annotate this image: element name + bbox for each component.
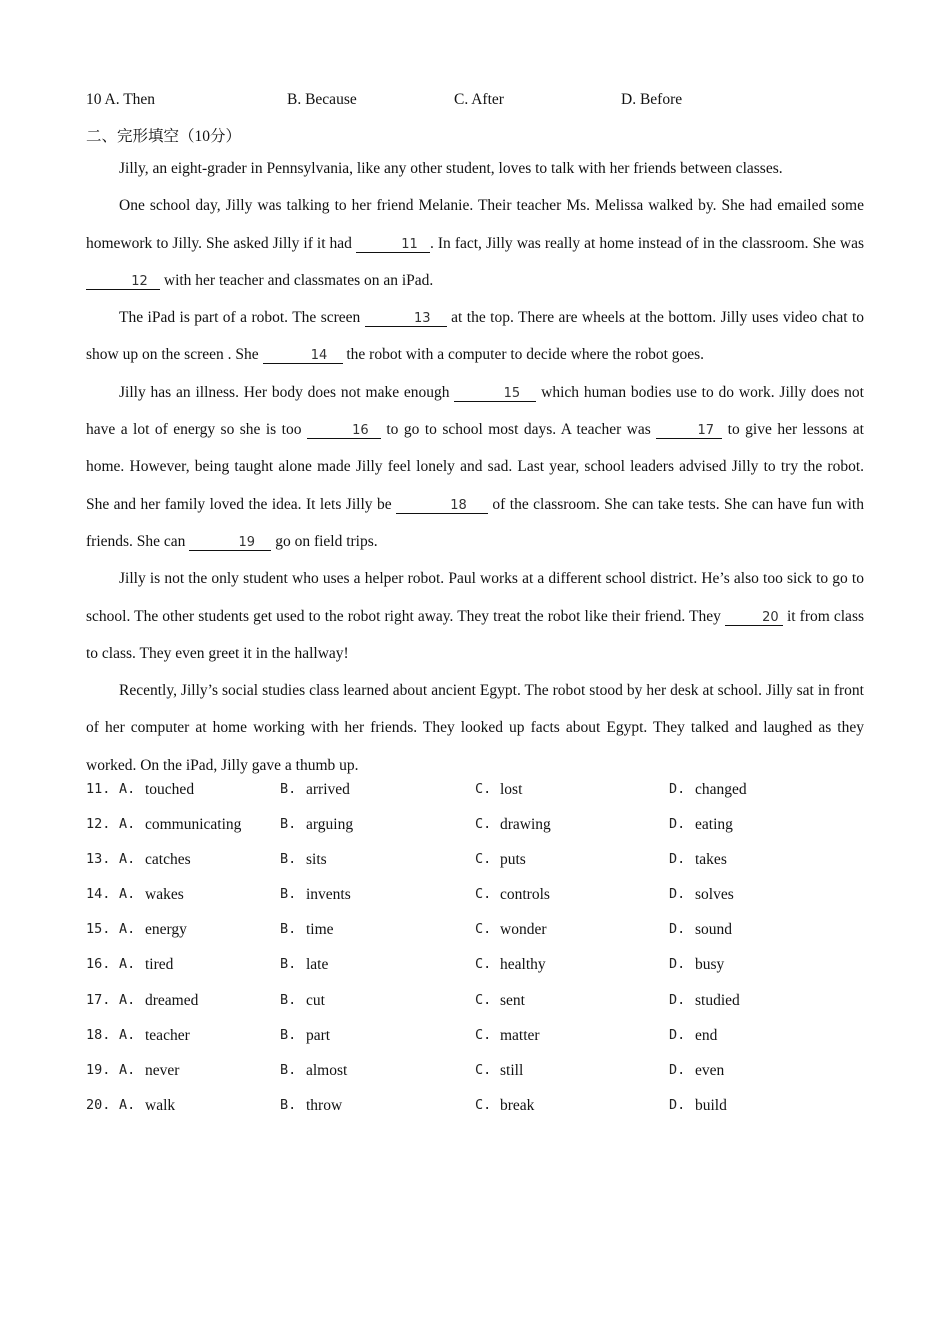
option-c-text: still bbox=[500, 1061, 524, 1079]
option-d-text: sound bbox=[695, 921, 733, 939]
option-letter-d: D. bbox=[669, 851, 686, 868]
paragraph-3: The iPad is part of a robot. The screen 13 at the top. There are wheels at the bottom. Jilly uses video chat to show up on the screen . She 14 the robot with a computer to decide where the robot goes. bbox=[86, 309, 865, 364]
question-number: 15. bbox=[86, 921, 111, 938]
option-d-text: changed bbox=[695, 781, 747, 798]
paragraph-5: Jilly is not the only student who uses a helper robot. Paul works at a different school district. He’s also too sick to go to school. The other students get used to the robot right away. They treat the robot like their friend. They 20 it from class to class. They even greet it in the hallway! bbox=[86, 570, 865, 662]
question-number: 17. bbox=[86, 991, 111, 1008]
option-d-text: build bbox=[695, 1096, 727, 1114]
option-letter-a: A. bbox=[119, 851, 136, 868]
option-letter-b: B. bbox=[280, 921, 297, 938]
option-letter-d: D. bbox=[669, 1026, 686, 1043]
option-c-text: matter bbox=[500, 1026, 540, 1044]
question-number: 16. bbox=[86, 956, 111, 973]
blank-18: 18 bbox=[396, 498, 488, 514]
option-letter-d: D. bbox=[669, 886, 686, 903]
question-number: 12. bbox=[86, 816, 111, 833]
option-letter-c: C. bbox=[475, 886, 492, 903]
option-letter-b: B. bbox=[280, 1061, 297, 1078]
option-letter-a: A. bbox=[119, 1061, 136, 1078]
paragraph-4: Jilly has an illness. Her body does not make enough 15 which human bodies use to do work. Jilly does not have a lot of energy so she is too 16 to go to school most days. A teacher was 17 to give her lessons at home. However, being taught alone made Jilly feel lonely and sad. Last year, school leaders advised Jilly to try the robot. She and her family loved the idea. It lets Jilly be 18 of the classroom. She can take tests. She can have fun with friends. She can 19 go on field trips. bbox=[86, 383, 864, 550]
option-row-13 bbox=[86, 851, 786, 886]
option-row-19 bbox=[86, 1062, 786, 1097]
option-c-text: controls bbox=[500, 886, 550, 904]
option-letter-b: B. bbox=[280, 781, 297, 797]
option-letter-a: A. bbox=[119, 1096, 136, 1113]
paragraph-1: Jilly, an eight-grader in Pennsylvania, like any other student, loves to talk with her friends between classes. bbox=[119, 160, 783, 177]
paragraph-2: One school day, Jilly was talking to her friend Melanie. Their teacher Ms. Melissa walked by. She had emailed some homework to Jilly. She asked Jilly if it had 11 . In fact, Jilly was really at home instead of in the classroom. She was 12 with her teacher and classmates on an iPad. bbox=[86, 197, 864, 289]
option-b-text: almost bbox=[306, 1061, 348, 1079]
question-number: 20. bbox=[86, 1096, 111, 1113]
option-letter-a: A. bbox=[119, 1026, 136, 1043]
blank-11: 11 bbox=[356, 237, 430, 253]
option-row-14 bbox=[86, 886, 786, 921]
option-c-text: drawing bbox=[500, 816, 551, 834]
option-letter-d: D. bbox=[669, 921, 686, 938]
option-a-text: walk bbox=[145, 1096, 176, 1114]
option-letter-b: B. bbox=[280, 851, 297, 868]
option-d-text: solves bbox=[695, 886, 734, 904]
option-letter-c: C. bbox=[475, 851, 492, 868]
option-d-text: eating bbox=[695, 816, 733, 834]
option-b-text: invents bbox=[306, 886, 351, 904]
option-letter-b: B. bbox=[280, 886, 297, 903]
option-b-text: cut bbox=[306, 991, 325, 1009]
option-letter-d: D. bbox=[669, 1061, 686, 1078]
question-number: 18. bbox=[86, 1026, 111, 1043]
q10-option-a-text: A. Then bbox=[104, 91, 156, 108]
q10-option-b: B. Because bbox=[287, 91, 357, 108]
option-letter-c: C. bbox=[475, 1026, 492, 1043]
blank-14: 14 bbox=[263, 348, 343, 364]
option-b-text: arguing bbox=[306, 816, 354, 834]
option-letter-d: D. bbox=[669, 781, 686, 797]
blank-17: 17 bbox=[656, 423, 722, 439]
option-d-text: even bbox=[695, 1061, 725, 1079]
option-d-text: busy bbox=[695, 956, 725, 974]
option-row-12 bbox=[86, 816, 786, 851]
option-c-text: lost bbox=[500, 781, 523, 798]
option-letter-b: B. bbox=[280, 991, 297, 1008]
option-a-text: energy bbox=[145, 921, 187, 939]
answer-options-list bbox=[86, 781, 786, 1132]
option-a-text: wakes bbox=[145, 886, 184, 904]
option-letter-d: D. bbox=[669, 816, 686, 833]
option-a-text: communicating bbox=[145, 816, 242, 834]
option-a-text: tired bbox=[145, 956, 174, 974]
option-letter-a: A. bbox=[119, 816, 136, 833]
option-a-text: dreamed bbox=[145, 991, 199, 1009]
option-letter-c: C. bbox=[475, 781, 492, 797]
option-letter-c: C. bbox=[475, 1061, 492, 1078]
option-letter-c: C. bbox=[475, 816, 492, 833]
option-row-15 bbox=[86, 921, 786, 956]
option-a-text: catches bbox=[145, 851, 191, 869]
option-b-text: time bbox=[306, 921, 334, 939]
option-letter-b: B. bbox=[280, 1026, 297, 1043]
option-letter-d: D. bbox=[669, 956, 686, 973]
option-letter-a: A. bbox=[119, 991, 136, 1008]
option-letter-c: C. bbox=[475, 991, 492, 1008]
q10-number: 10 bbox=[86, 91, 102, 108]
option-row-18 bbox=[86, 1027, 786, 1062]
blank-16: 16 bbox=[307, 423, 381, 439]
option-c-text: break bbox=[500, 1096, 535, 1114]
option-letter-d: D. bbox=[669, 1096, 686, 1113]
option-row-16 bbox=[86, 956, 786, 991]
option-d-text: takes bbox=[695, 851, 727, 869]
option-letter-c: C. bbox=[475, 1096, 492, 1113]
blank-13: 13 bbox=[365, 311, 447, 327]
question-number: 14. bbox=[86, 886, 111, 903]
option-b-text: throw bbox=[306, 1096, 343, 1114]
paragraph-6: Recently, Jilly’s social studies class learned about ancient Egypt. The robot stood by her desk at school. Jilly sat in front of her computer at home working with her friends. They looked up facts about Egypt. They talked and laughed as they worked. On the iPad, Jilly gave a thumb up. bbox=[86, 682, 864, 774]
question-number: 19. bbox=[86, 1061, 111, 1078]
blank-15: 15 bbox=[454, 386, 536, 402]
blank-19: 19 bbox=[189, 535, 271, 551]
option-b-text: part bbox=[306, 1026, 331, 1044]
option-c-text: healthy bbox=[500, 956, 546, 974]
question-number: 13. bbox=[86, 851, 111, 868]
option-row-20 bbox=[86, 1097, 786, 1132]
option-letter-a: A. bbox=[119, 886, 136, 903]
option-b-text: sits bbox=[306, 851, 327, 869]
blank-20: 20 bbox=[725, 610, 783, 626]
option-row-17 bbox=[86, 992, 786, 1027]
option-b-text: late bbox=[306, 956, 329, 974]
option-a-text: teacher bbox=[145, 1026, 190, 1044]
option-letter-a: A. bbox=[119, 921, 136, 938]
option-letter-a: A. bbox=[119, 956, 136, 973]
q10-option-a bbox=[86, 91, 155, 109]
option-b-text: arrived bbox=[306, 781, 350, 798]
option-c-text: puts bbox=[500, 851, 526, 869]
q10-option-d: D. Before bbox=[621, 91, 683, 108]
section-title: 二、完形填空（10分） bbox=[86, 128, 242, 145]
blank-12: 12 bbox=[86, 274, 160, 290]
option-letter-b: B. bbox=[280, 1096, 297, 1113]
option-letter-b: B. bbox=[280, 816, 297, 833]
option-letter-b: B. bbox=[280, 956, 297, 973]
option-a-text: never bbox=[145, 1061, 180, 1079]
option-letter-c: C. bbox=[475, 921, 492, 938]
question-number: 11. bbox=[86, 781, 111, 797]
option-letter-d: D. bbox=[669, 991, 686, 1008]
option-letter-c: C. bbox=[475, 956, 492, 973]
cloze-passage bbox=[86, 150, 864, 784]
option-row-11 bbox=[86, 781, 786, 816]
option-letter-a: A. bbox=[119, 781, 136, 797]
option-d-text: studied bbox=[695, 991, 740, 1009]
option-c-text: wonder bbox=[500, 921, 547, 939]
option-c-text: sent bbox=[500, 991, 525, 1009]
question-10-options bbox=[86, 91, 866, 111]
option-a-text: touched bbox=[145, 781, 195, 798]
option-d-text: end bbox=[695, 1026, 718, 1044]
q10-option-c: C. After bbox=[454, 91, 504, 108]
